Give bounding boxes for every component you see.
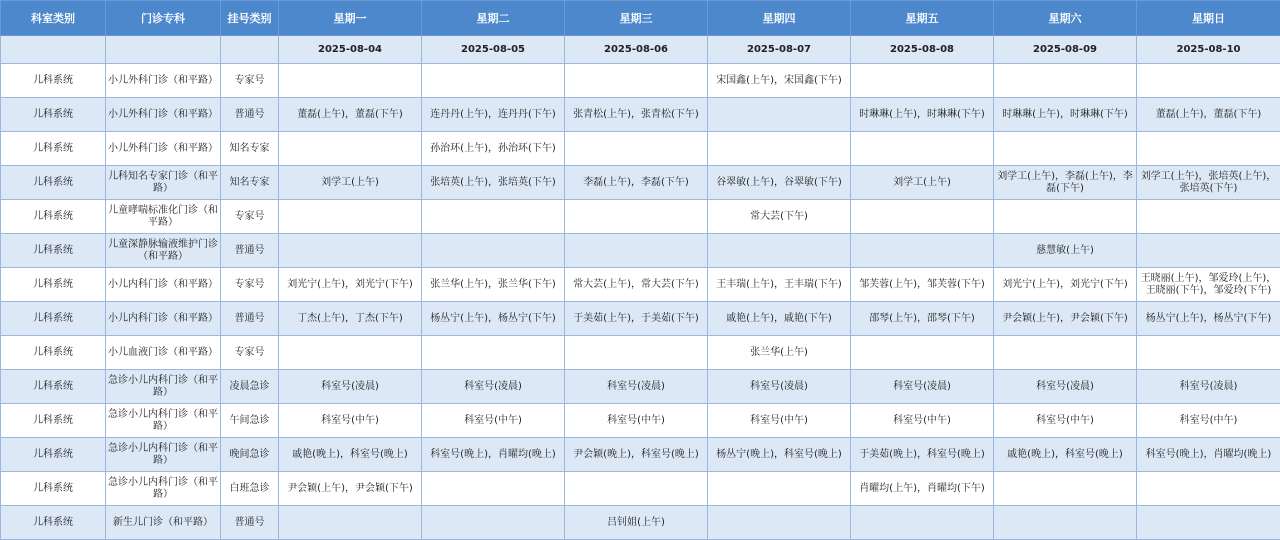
schedule-cell: 科室号(凌晨)	[708, 370, 851, 404]
dept-category-cell: 儿科系统	[1, 370, 106, 404]
dept-category-cell: 儿科系统	[1, 302, 106, 336]
schedule-cell: 张兰华(上午)	[708, 336, 851, 370]
schedule-cell	[565, 132, 708, 166]
table-row	[1, 234, 1280, 268]
schedule-cell: 李磊(上午)，李磊(下午)	[565, 166, 708, 200]
schedule-cell	[851, 200, 994, 234]
reg-type-cell: 专家号	[221, 64, 279, 98]
schedule-cell: 杨丛宁(上午)，杨丛宁(下午)	[1137, 302, 1280, 336]
schedule-cell: 杨丛宁(上午)，杨丛宁(下午)	[422, 302, 565, 336]
date-cell: 2025-08-09	[994, 36, 1137, 64]
schedule-cell	[994, 64, 1137, 98]
schedule-cell	[1137, 506, 1280, 540]
schedule-cell	[279, 336, 422, 370]
schedule-cell: 科室号(中午)	[279, 404, 422, 438]
table-row	[1, 166, 1280, 200]
schedule-cell	[994, 132, 1137, 166]
schedule-cell: 常大芸(上午)，常大芸(下午)	[565, 268, 708, 302]
reg-type-cell: 凌晨急诊	[221, 370, 279, 404]
dept-category-cell: 儿科系统	[1, 64, 106, 98]
schedule-cell: 谷翠敏(上午)，谷翠敏(下午)	[708, 166, 851, 200]
schedule-cell: 科室号(凌晨)	[565, 370, 708, 404]
column-header: 星期三	[565, 1, 708, 36]
schedule-cell: 科室号(中午)	[851, 404, 994, 438]
dept-category-cell: 儿科系统	[1, 98, 106, 132]
schedule-cell: 宋国鑫(上午)，宋国鑫(下午)	[708, 64, 851, 98]
column-header: 星期二	[422, 1, 565, 36]
schedule-cell	[565, 64, 708, 98]
schedule-cell: 董磊(上午)，董磊(下午)	[1137, 98, 1280, 132]
schedule-cell	[708, 234, 851, 268]
schedule-cell	[279, 132, 422, 166]
dept-category-cell: 儿科系统	[1, 166, 106, 200]
schedule-cell: 刘光宁(上午)，刘光宁(下午)	[279, 268, 422, 302]
schedule-cell: 科室号(凌晨)	[1137, 370, 1280, 404]
dept-category-cell: 儿科系统	[1, 268, 106, 302]
column-header: 星期五	[851, 1, 994, 36]
table-row	[1, 472, 1280, 506]
schedule-cell: 刘光宁(上午)，刘光宁(下午)	[994, 268, 1137, 302]
reg-type-cell: 午间急诊	[221, 404, 279, 438]
schedule-cell	[279, 234, 422, 268]
schedule-cell	[1137, 64, 1280, 98]
schedule-cell: 孙治环(上午)，孙治环(下午)	[422, 132, 565, 166]
clinic-cell: 急诊小儿内科门诊（和平路）	[106, 404, 221, 438]
schedule-cell	[422, 200, 565, 234]
schedule-cell	[422, 234, 565, 268]
schedule-cell: 科室号(凌晨)	[279, 370, 422, 404]
clinic-cell: 急诊小儿内科门诊（和平路）	[106, 370, 221, 404]
schedule-cell	[1137, 472, 1280, 506]
schedule-cell: 吕钊姐(上午)	[565, 506, 708, 540]
schedule-cell	[1137, 336, 1280, 370]
dept-category-cell: 儿科系统	[1, 472, 106, 506]
reg-type-cell: 普通号	[221, 98, 279, 132]
table-row	[1, 336, 1280, 370]
schedule-cell	[851, 234, 994, 268]
schedule-cell	[422, 472, 565, 506]
schedule-cell	[422, 336, 565, 370]
schedule-cell	[851, 506, 994, 540]
schedule-cell: 刘学工(上午)	[851, 166, 994, 200]
schedule-cell: 尹会颖(晚上)，科室号(晚上)	[565, 438, 708, 472]
clinic-cell: 小儿外科门诊（和平路）	[106, 98, 221, 132]
column-header: 星期六	[994, 1, 1137, 36]
schedule-cell: 刘学工(上午)	[279, 166, 422, 200]
schedule-cell	[422, 506, 565, 540]
schedule-cell: 慈慧敏(上午)	[994, 234, 1137, 268]
schedule-cell: 科室号(凌晨)	[851, 370, 994, 404]
clinic-cell: 儿童深静脉输液维护门诊（和平路）	[106, 234, 221, 268]
schedule-cell: 邵琴(上午)，邵琴(下午)	[851, 302, 994, 336]
schedule-cell	[279, 200, 422, 234]
date-cell: 2025-08-04	[279, 36, 422, 64]
clinic-cell: 小儿内科门诊（和平路）	[106, 268, 221, 302]
reg-type-cell: 专家号	[221, 200, 279, 234]
schedule-cell: 于美茹(晚上)，科室号(晚上)	[851, 438, 994, 472]
schedule-cell: 王晓丽(上午)，邹爱玲(上午)，王晓丽(下午)，邹爱玲(下午)	[1137, 268, 1280, 302]
schedule-cell	[279, 506, 422, 540]
schedule-cell: 科室号(凌晨)	[422, 370, 565, 404]
schedule-cell: 刘学工(上午)，张培英(上午)，张培英(下午)	[1137, 166, 1280, 200]
table-row	[1, 268, 1280, 302]
reg-type-cell: 普通号	[221, 302, 279, 336]
column-header: 星期四	[708, 1, 851, 36]
schedule-cell	[565, 336, 708, 370]
reg-type-cell: 知名专家	[221, 132, 279, 166]
schedule-cell	[708, 98, 851, 132]
date-cell: 2025-08-07	[708, 36, 851, 64]
schedule-cell: 王丰瑞(上午)，王丰瑞(下午)	[708, 268, 851, 302]
schedule-cell	[565, 200, 708, 234]
clinic-cell: 小儿外科门诊（和平路）	[106, 132, 221, 166]
table-row	[1, 370, 1280, 404]
date-cell	[1, 36, 106, 64]
schedule-cell: 戚艳(晚上)，科室号(晚上)	[994, 438, 1137, 472]
dept-category-cell: 儿科系统	[1, 438, 106, 472]
column-header: 挂号类别	[221, 1, 279, 36]
reg-type-cell: 晚间急诊	[221, 438, 279, 472]
table-row	[1, 302, 1280, 336]
reg-type-cell: 白班急诊	[221, 472, 279, 506]
dept-category-cell: 儿科系统	[1, 132, 106, 166]
schedule-cell: 科室号(中午)	[565, 404, 708, 438]
schedule-cell: 尹会颖(上午)，尹会颖(下午)	[994, 302, 1137, 336]
schedule-cell: 于美茹(上午)，于美茹(下午)	[565, 302, 708, 336]
schedule-cell: 科室号(中午)	[1137, 404, 1280, 438]
schedule-cell: 张培英(上午)，张培英(下午)	[422, 166, 565, 200]
clinic-cell: 儿科知名专家门诊（和平路）	[106, 166, 221, 200]
schedule-cell	[1137, 200, 1280, 234]
schedule-cell: 董磊(上午)，董磊(下午)	[279, 98, 422, 132]
reg-type-cell: 普通号	[221, 506, 279, 540]
date-cell: 2025-08-08	[851, 36, 994, 64]
dept-category-cell: 儿科系统	[1, 200, 106, 234]
column-header: 科室类别	[1, 1, 106, 36]
schedule-cell	[279, 64, 422, 98]
schedule-cell: 时琳琳(上午)，时琳琳(下午)	[994, 98, 1137, 132]
table-row	[1, 132, 1280, 166]
column-header: 门诊专科	[106, 1, 221, 36]
dept-category-cell: 儿科系统	[1, 506, 106, 540]
schedule-cell: 丁杰(上午)，丁杰(下午)	[279, 302, 422, 336]
schedule-cell	[708, 506, 851, 540]
schedule-cell	[565, 472, 708, 506]
schedule-cell: 时琳琳(上午)，时琳琳(下午)	[851, 98, 994, 132]
reg-type-cell: 知名专家	[221, 166, 279, 200]
table-row	[1, 98, 1280, 132]
schedule-cell	[1137, 132, 1280, 166]
schedule-cell: 科室号(晚上)，肖曜均(晚上)	[422, 438, 565, 472]
schedule-cell	[851, 336, 994, 370]
schedule-cell	[1137, 234, 1280, 268]
schedule-cell: 戚艳(上午)，戚艳(下午)	[708, 302, 851, 336]
table-row	[1, 404, 1280, 438]
schedule-cell: 张兰华(上午)，张兰华(下午)	[422, 268, 565, 302]
reg-type-cell: 普通号	[221, 234, 279, 268]
schedule-cell	[851, 64, 994, 98]
date-row	[1, 36, 1280, 64]
schedule-cell: 邹芙蓉(上午)，邹芙蓉(下午)	[851, 268, 994, 302]
schedule-cell	[422, 64, 565, 98]
schedule-cell	[708, 132, 851, 166]
clinic-cell: 儿童哮喘标准化门诊（和平路）	[106, 200, 221, 234]
column-header: 星期一	[279, 1, 422, 36]
schedule-cell: 科室号(中午)	[422, 404, 565, 438]
schedule-cell: 杨丛宁(晚上)，科室号(晚上)	[708, 438, 851, 472]
schedule-cell: 戚艳(晚上)，科室号(晚上)	[279, 438, 422, 472]
date-cell	[106, 36, 221, 64]
reg-type-cell: 专家号	[221, 268, 279, 302]
schedule-cell: 刘学工(上午)，李磊(上午)，李磊(下午)	[994, 166, 1137, 200]
date-cell: 2025-08-10	[1137, 36, 1280, 64]
schedule-cell	[994, 336, 1137, 370]
schedule-cell: 尹会颖(上午)，尹会颖(下午)	[279, 472, 422, 506]
clinic-cell: 急诊小儿内科门诊（和平路）	[106, 438, 221, 472]
schedule-cell	[565, 234, 708, 268]
schedule-cell: 常大芸(下午)	[708, 200, 851, 234]
table-row	[1, 200, 1280, 234]
clinic-cell: 新生儿门诊（和平路）	[106, 506, 221, 540]
dept-category-cell: 儿科系统	[1, 336, 106, 370]
schedule-cell: 肖曜均(上午)，肖曜均(下午)	[851, 472, 994, 506]
schedule-cell: 连丹丹(上午)，连丹丹(下午)	[422, 98, 565, 132]
schedule-cell	[994, 506, 1137, 540]
schedule-cell: 科室号(凌晨)	[994, 370, 1137, 404]
dept-category-cell: 儿科系统	[1, 404, 106, 438]
date-cell: 2025-08-06	[565, 36, 708, 64]
schedule-cell	[708, 472, 851, 506]
schedule-cell: 科室号(中午)	[708, 404, 851, 438]
schedule-cell: 张青松(上午)，张青松(下午)	[565, 98, 708, 132]
schedule-cell: 科室号(晚上)，肖曜均(晚上)	[1137, 438, 1280, 472]
clinic-cell: 急诊小儿内科门诊（和平路）	[106, 472, 221, 506]
table-row	[1, 64, 1280, 98]
table-row	[1, 506, 1280, 540]
date-cell	[221, 36, 279, 64]
header-row	[1, 1, 1280, 36]
column-header: 星期日	[1137, 1, 1280, 36]
dept-category-cell: 儿科系统	[1, 234, 106, 268]
schedule-cell	[994, 472, 1137, 506]
clinic-cell: 小儿血液门诊（和平路）	[106, 336, 221, 370]
table-row	[1, 438, 1280, 472]
schedule-cell	[851, 132, 994, 166]
reg-type-cell: 专家号	[221, 336, 279, 370]
clinic-cell: 小儿外科门诊（和平路）	[106, 64, 221, 98]
schedule-cell: 科室号(中午)	[994, 404, 1137, 438]
schedule-cell	[994, 200, 1137, 234]
date-cell: 2025-08-05	[422, 36, 565, 64]
clinic-cell: 小儿内科门诊（和平路）	[106, 302, 221, 336]
